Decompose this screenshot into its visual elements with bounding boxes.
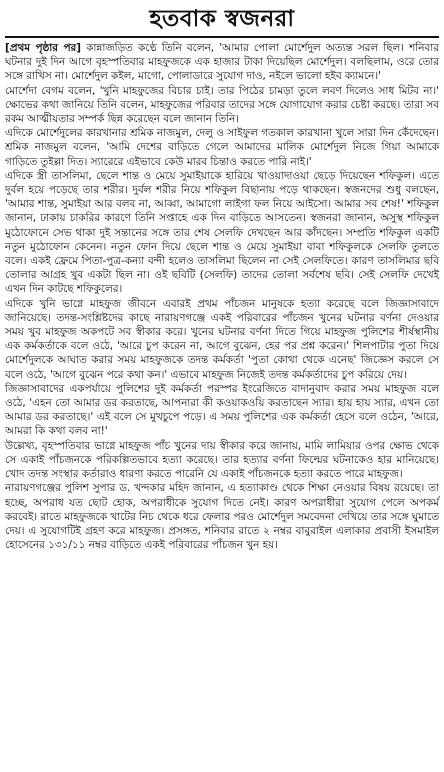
paragraph-2: মোর্শেদা বেগম বলেন, 'খুনি মাহফুজের বিচার চাই। তার পিঠের চামড়া তুলে লবণ দিলেও সাধ মিটব না।' ক্ষোভের কথা জানিয়ে তিনি বলেন, মাহফুজের পরিবার তাদের সঙ্গে যোগাযোগ করার চেষ্টা করছে। তারা সব রকম আত্মীয়তার সম্পর্ক ছিন্ন করেছেন বলে জানান তিনি। [5,84,439,126]
paragraph-3: এদিকে মোর্শেদুলের কারখানার শ্রমিক নাজমুল, দেলু ও সাইফুল গতকাল কারখানা খুলে সারা দিন কেঁদেছেন। শ্রমিক নাজমুল বলেন, 'আমি দেশের বাড়িতে গেলে আমাদের মালিক মোর্শেদুল নিজে গিয়া আমাকে গাড়িতে তুইল্লা দিত। স্যারেরে এইভাবে কেউ মারব চিন্তাও করতে পারি নাই।' [5,127,439,168]
paragraph-7: উল্লেখ্য, বৃহস্পতিবার ভাগ্নে মাহফুজ পাঁচ খুনের দায় স্বীকার করে জানায়, মামি লামিয়ার ওপর ক্ষোভ থেকে সে একাই পাঁচজনকে পরিকল্পিতভাবে হত্যা করেছে। তার হত্যার বর্ণনা ফিল্মের ঘটনাকেও হার মানিয়েছে। খোদ তদন্ত সংস্থার কর্তারাও ধারণা করতে পারেনি যে একাই পাঁচজনকে হত্যা করতে পারে মাহফুজ। [5,439,439,481]
news-page [0,4,444,772]
continued-tag: [প্রথম পৃষ্ঠার পর] [5,42,81,54]
headline: হতবাক স্বজনরা [149,6,295,32]
paragraph-1 [5,41,439,84]
paragraph-4: এদিকে স্ত্রী তাসলিমা, ছেলে শান্ত ও মেয়ে সুমাইয়াকে হারিয়ে খাওয়াদাওয়া ছেড়ে দিয়েছেন শফিকুল। এতে দুর্বল হয়ে পড়েছে তার শরীর। দুর্বল শরীর নিয়ে শফিকুল বিছানায় পড়ে থাকছেন। স্বজনদের শুধু বলছেন, 'আমার শান্ত, সুমাইয়া আর বলব না, আব্বা, আমাগো লাইগা ফল নিয়ে আইসো। আমার সব শেষ!' শফিকুল জানান, ঢাকায় চাকরির কারণে তিনি সপ্তাহে এক দিন বাড়িতে আসতেন। স্বজনরা জানান, অসুস্থ শফিকুল মুঠোফোনে সেভ থাকা দুই সন্তানের সঙ্গে তার শেষ সেলফি দেখছেন আর কাঁদছেন। সম্প্রতি শফিকুল একটি নতুন মুঠোফোন কেনেন। নতুন ফোন দিয়ে ছেলে শান্ত ও মেয়ে সুমাইয়া বাবা শফিকুলকে সেলফি তুলতে বলে। একই ফ্রেমে পিতা-পুত্র-কন্যা বন্দী হলেও তাসলিমা ছিলেন না সেই সেলফিতে। কারণ তাসলিমার ছবি তোলার আগ্রহ খুব একটা ছিল না। ওই ছবিটি (সেলফি) তাদের তোলা সর্বশেষ ছবি। সেই সেলফি দেখেই এখন দিন কাটছে শফিকুলের। [5,169,439,296]
paragraph-6: জিজ্ঞাসাবাদের একপর্যায়ে পুলিশের দুই কর্মকর্তা পরস্পর ইংরেজিতে বাদানুবাদ করার সময় মাহফুজ বলে ওঠে, 'এহন তো আমার ডর করতাছে, আপনারা কী কওয়াকওয়ি করতাছেন স্যার। হায় হায় স্যার, এখন তো আমার ডর করতাছে।' এই বলে সে মুখচুপে পড়ে। এ সময় পুলিশের এক কর্মকর্তা হেসে বলে ওঠেন, 'আরে, আমরা কি কথা বলব না!' [5,382,439,438]
headline-rule [5,36,439,38]
paragraph-5: এদিকে খুনি ভাগ্নে মাহফুজ জীবনে এবারই প্রথম পাঁচজন মানুষকে হত্যা করেছে বলে জিজ্ঞাসাবাদে জানিয়েছে। তদন্ত-সংশ্লিষ্টদের কাছে নারায়ণগঞ্জে একই পরিবারের পাঁচজন খুনের ঘটনার বর্ণনা দেওয়ার সময় খুব মাহফুজ অকপটে সব স্বীকার করে। খুনের ঘটনার বর্ণনা দিতে গিয়ে মাহফুজ পুলিশের শীর্ষস্থানীয় এক কর্মকর্তাকে বলে ওঠে, 'আরে চুপ করেন না, আগে বুঝেন, হের পর প্রশ্ন করেন।' শিলপাটার পুতা দিয়ে মোর্শেদুলকে আঘাত করার সময় মাহফুজকে তদন্ত কর্মকর্তা 'পুতা কোথা থেকে এনেছ' জিজ্ঞেস করলে সে বলে ওঠে, 'আগে বুঝেন পরে কথা কন।' এভাবে মাহফুজ নিজেই তদন্ত কর্মকর্তাদের চুপ করিয়ে দেয়। [5,297,439,381]
paragraph-8: নারায়ণগঞ্জের পুলিশ সুপার ড. খন্দকার মহিদ জানান, এ হত্যাকাণ্ড থেকে শিক্ষা নেওয়ার বিষয় রয়েছে। তা হচ্ছে, অপরাধ যত ছোট হোক, অপরাধীকে সুযোগ দিতে নেই। কারণ অপরাধীরা সুযোগ পেলে অপকর্ম করবেই। রাতে মাহফুজকে খাটের নিচ থেকে ধরে ফেলার পরও মোর্শেদুল সমবেদনা দেখিয়ে তার সঙ্গে ঘুমাতে দেয়। এ সুযোগটিই গ্রহণ করে মাহফুজ। প্রসঙ্গত, শনিবার রাতে ২ নম্বর বাবুরাইল এলাকার প্রবাসী ইসমাইল হোসেনের ১৩১/১১ নম্বর বাড়িতে একই পরিবারের পাঁচজন খুন হয়। [5,482,439,552]
paragraph-1-text: কান্নাজড়িত কণ্ঠে তিনি বলেন, 'আমার পোলা মোর্শেদুল অত্যন্ত সরল ছিল। শনিবার ঘটনার দুই দিন আগে বৃহস্পতিবার মাহফুজকে এক হাজার টাকা দিয়েছিল মোর্শেদুল। বলছিলাম, ওরে তোর সঙ্গে রাখিস না। মোর্শেদুল কইল, মাগো, পোলাডারে সুযোগ দাও, নইলে ভালো হইব ক্যামনে।' [5,42,439,83]
